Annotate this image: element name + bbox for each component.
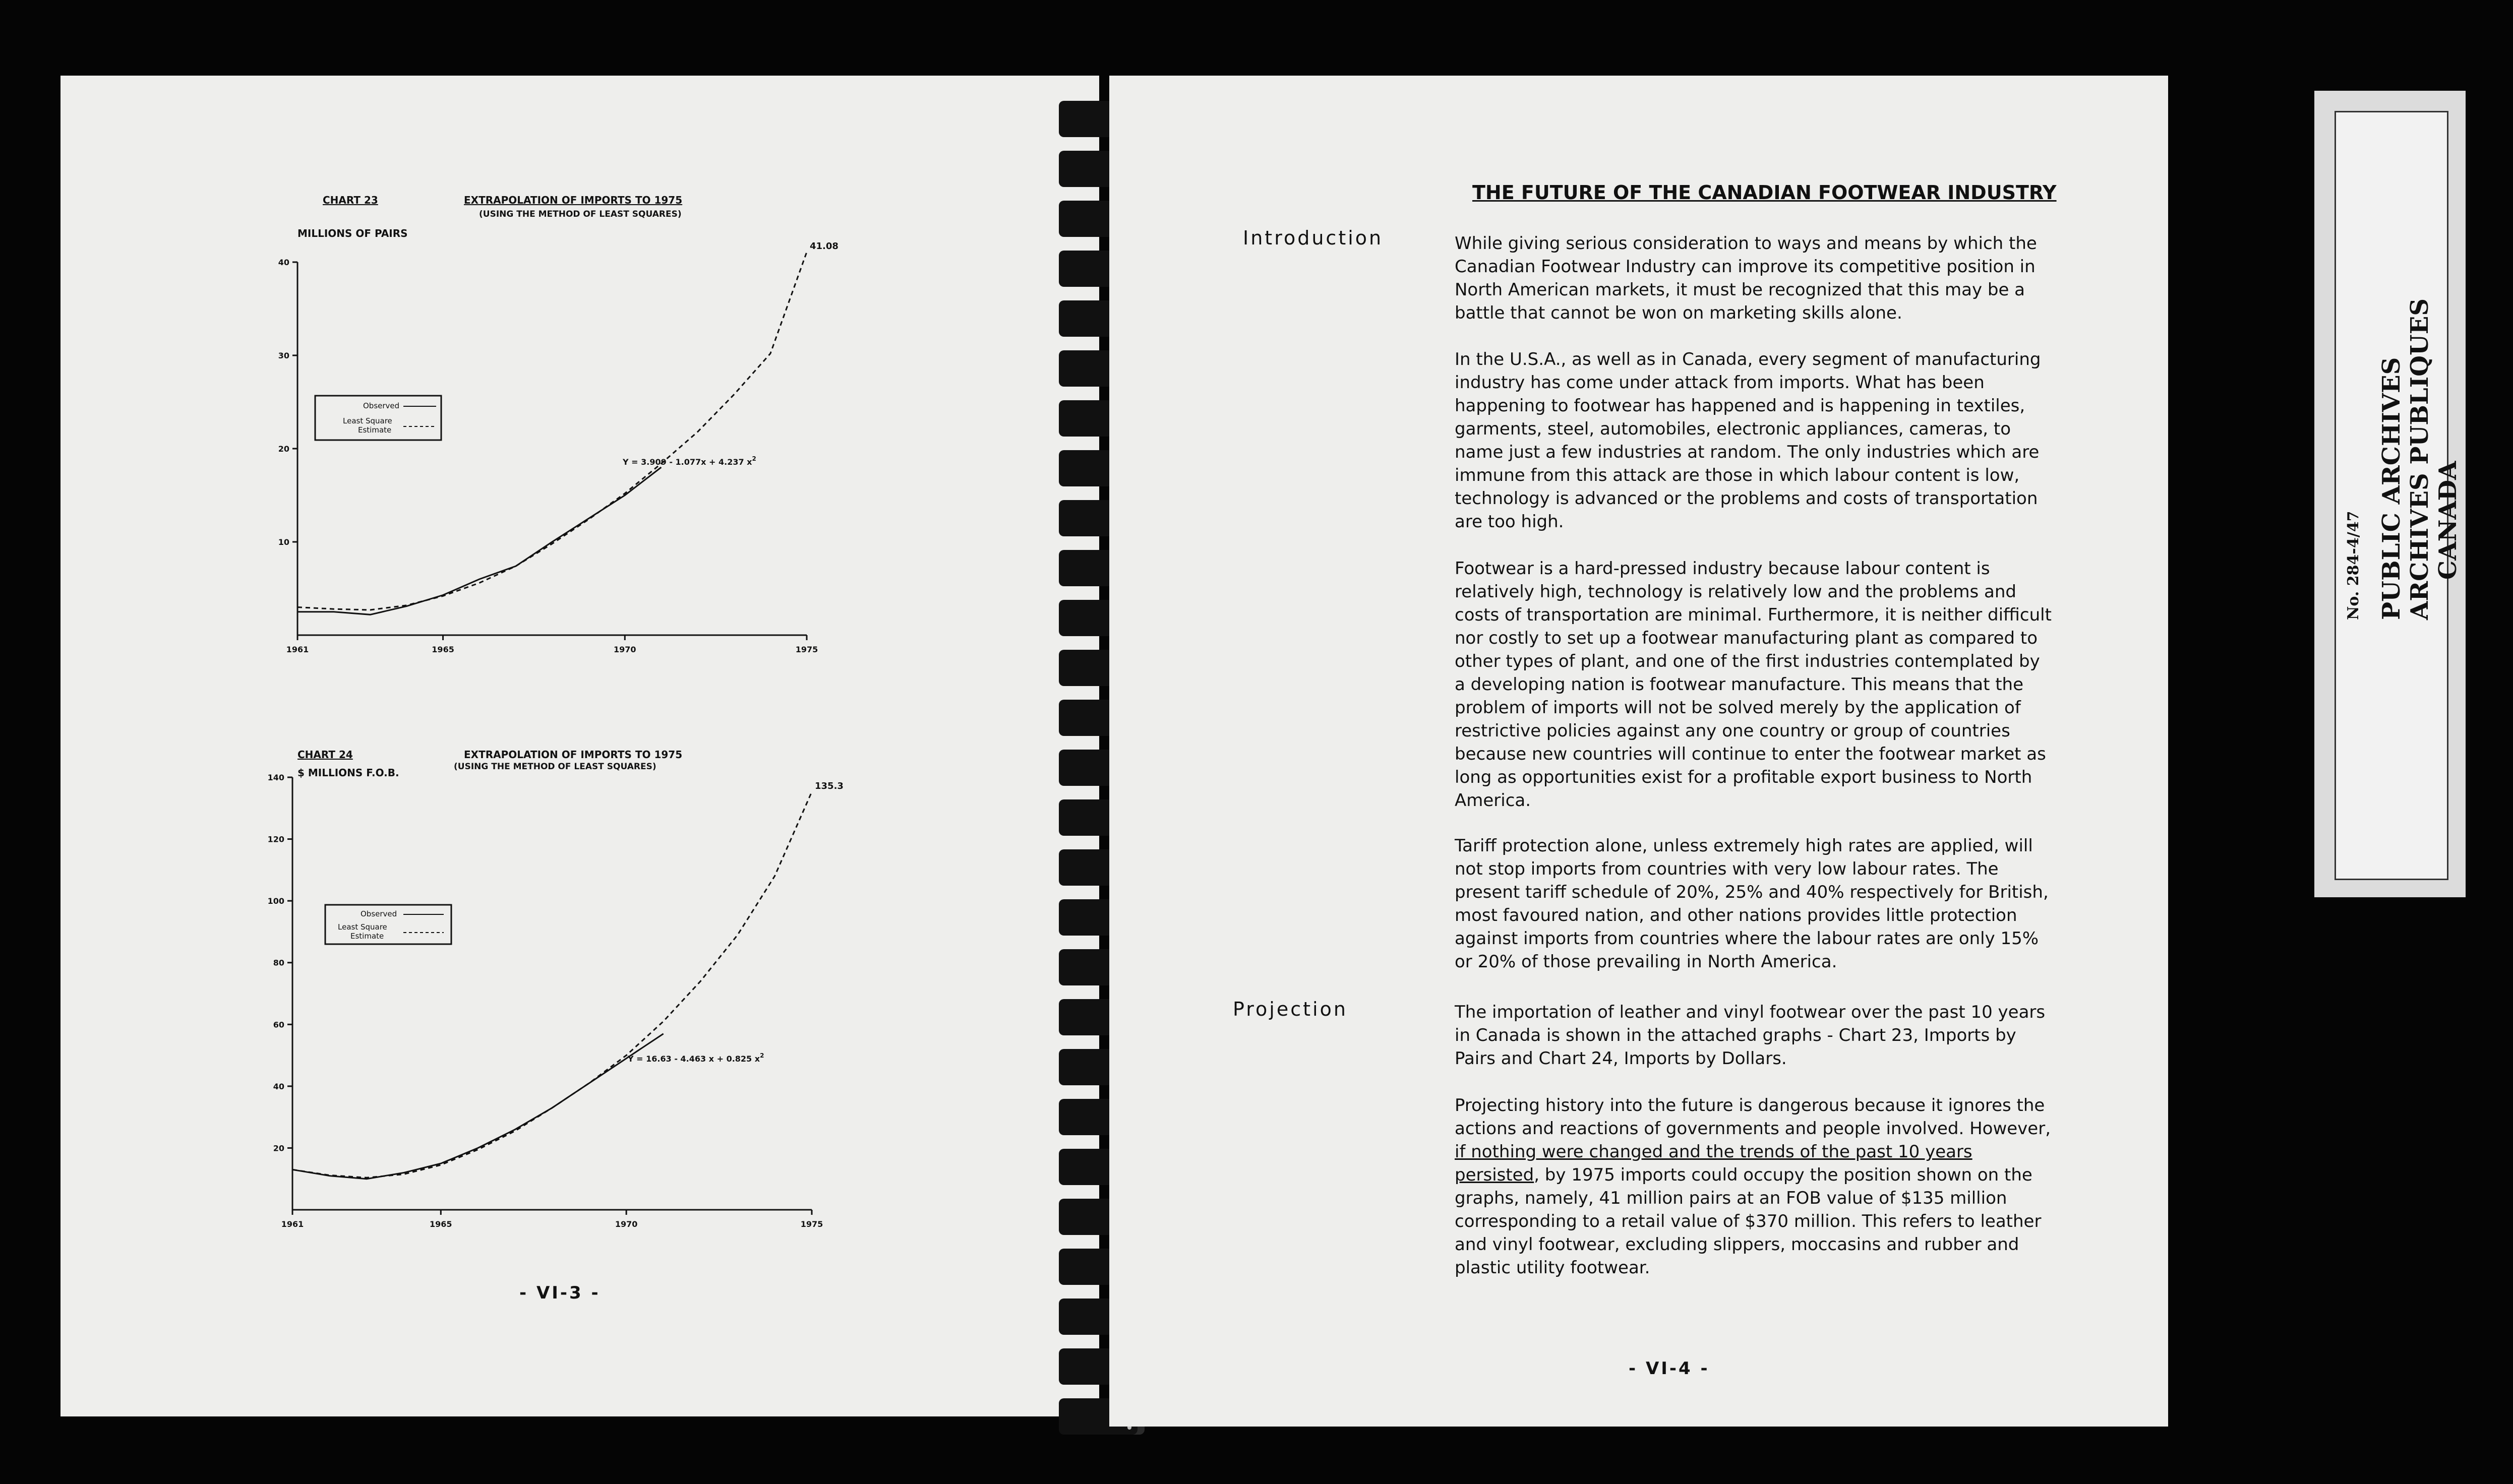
- chart23-y-ticks: [278, 258, 297, 547]
- archive-number: No. 284-4/47: [2345, 511, 2362, 620]
- c23-x-tick-label: 1961: [286, 645, 309, 654]
- c23-x-tick-label: 1965: [432, 645, 454, 654]
- chart24-ylabel: $ MILLIONS F.O.B.: [297, 767, 399, 779]
- c24-y-tick-label: 100: [267, 896, 284, 906]
- paragraph-6-rest: , by 1975 imports could occupy the position shown on the graphs, namely, 41 million pairs at an FOB value of $135 million corresponding to a retail value of $370 million. This refers to leather and vinyl footwear, excluding slippers, moccasins and rubber and plastic utility footwear.: [1455, 1165, 2042, 1278]
- chart24-axes: [292, 777, 812, 1210]
- paragraph-2: In the U.S.A., as well as in Canada, every segment of manufacturing industry has come under attack from imports. What has been happening to footwear has happened and is happening in textiles, garments, steel, automobiles, electronic appliances, cameras, to name just a few industries at random. The only industries which are immune from this attack are those in which labour content is low, technology is advanced or the problems and costs of transportation are too high.: [1455, 349, 2041, 532]
- chart23-legend-ls2: Estimate: [358, 425, 392, 435]
- paragraph-1: While giving serious consideration to ways and means by which the Canadian Footwear Industry can improve its competitive position in North American markets, it must be recognized that this may be a battle that cannot be won on marketing skills alone.: [1455, 233, 2037, 323]
- paragraph-6-lead: Projecting history into the future is dangerous because it ignores the actions and reactions of governments and people involved. However,: [1455, 1095, 2051, 1139]
- c24-y-tick-label: 20: [273, 1143, 284, 1153]
- c24-x-tick-label: 1965: [430, 1219, 452, 1229]
- chart23-ylabel: MILLIONS OF PAIRS: [297, 227, 408, 239]
- c24-axis-lines: [292, 777, 812, 1210]
- paragraph-5: The importation of leather and vinyl footwear over the past 10 years in Canada is shown in the attached graphs - Chart 23, Imports by Pairs and Chart 24, Imports by Dollars.: [1455, 1002, 2046, 1069]
- c23-x-tick-label: 1970: [614, 645, 636, 654]
- chart23-axes: [297, 262, 807, 635]
- chart24-legend: [325, 905, 451, 944]
- archive-line-2: ARCHIVES PUBLIQUES: [2406, 298, 2434, 620]
- section-label-projection: Projection: [1233, 998, 1348, 1020]
- c23-y-tick-label: 20: [278, 444, 289, 454]
- paragraph-4: Tariff protection alone, unless extremely high rates are applied, will not stop imports from countries with very low labour rates. The present tariff schedule of 20%, 25% and 40% respectively for British, most favoured nation, and other nations provides little protection against imports from countries where the labour rates are only 15% or 20% of those prevailing in North America.: [1455, 836, 2049, 972]
- c24-y-tick-label: 40: [273, 1081, 284, 1091]
- chart24-observed-line: [292, 1034, 664, 1179]
- chart24-end-label: 135.3: [815, 780, 844, 791]
- c23-x-tick-label: 1975: [795, 645, 818, 654]
- chart24-least-square-line: [292, 792, 812, 1178]
- chart24-x-ticks: [281, 1210, 823, 1229]
- chart23-end-label: 41.08: [810, 241, 839, 252]
- c24-y-tick-label: 140: [267, 773, 284, 782]
- c24-y-tick-label: 120: [267, 834, 284, 844]
- c23-y-tick-label: 10: [278, 537, 289, 547]
- chart23-x-ticks: [286, 635, 818, 654]
- c23-axis-lines: [297, 262, 807, 635]
- chart23-legend-observed: Observed: [363, 401, 400, 410]
- chart-24: [242, 746, 898, 1240]
- chart24-equation: Y = 16.63 - 4.463 x + 0.825 $x^2$: [628, 1052, 764, 1064]
- c24-y-tick-label: 60: [273, 1020, 284, 1030]
- chart23-equation: Y = 3.909 - 1.077x + 4.237 $x^2$: [623, 455, 756, 467]
- chart23-subtitle: (USING THE METHOD OF LEAST SQUARES): [479, 209, 682, 219]
- chart-23: [242, 192, 898, 686]
- chart23-id-label: CHART 23: [323, 194, 378, 206]
- paragraph-3: Footwear is a hard-pressed industry because labour content is relatively high, technology is relatively low and the problems and costs of transportation are minimal. Furthermore, it is neither difficult nor costly to set up a footwear manufacturing plant as compared to other types of plant, and one of the first industries contemplated by a developing nation is footwear manufacture. This means that the problem of imports will not be solved merely by the application of restrictive policies against any one country or group of countries because new countries will continue to enter the footwear market as long as opportunities exist for a profitable export business to North America.: [1455, 559, 2052, 811]
- chart23-legend-ls1: Least Square: [343, 416, 392, 425]
- c24-x-tick-label: 1970: [615, 1219, 638, 1229]
- c24-x-tick-label: 1975: [800, 1219, 823, 1229]
- chart23-observed-line: [297, 467, 661, 614]
- chart24-legend-ls2: Estimate: [350, 932, 384, 941]
- paragraph-6-underlined: if nothing were changed and the trends of the past 10 years persisted: [1455, 1142, 1972, 1185]
- right-page-number: - VI-4 -: [1629, 1358, 1710, 1379]
- document-title: THE FUTURE OF THE CANADIAN FOOTWEAR INDUSTRY: [1472, 181, 2057, 204]
- chart24-title: EXTRAPOLATION OF IMPORTS TO 1975: [464, 749, 683, 761]
- c24-x-tick-label: 1961: [281, 1219, 304, 1229]
- chart24-y-ticks: [268, 773, 292, 1153]
- chart24-subtitle: (USING THE METHOD OF LEAST SQUARES): [454, 762, 656, 772]
- chart24-id-label: CHART 24: [297, 749, 353, 761]
- archive-line-1: PUBLIC ARCHIVES: [2377, 357, 2406, 620]
- chart23-legend: [315, 396, 441, 440]
- c23-y-tick-label: 40: [278, 258, 289, 267]
- archive-label: [2345, 298, 2462, 620]
- chart24-legend-ls1: Least Square: [338, 922, 387, 932]
- c24-y-tick-label: 80: [273, 958, 284, 968]
- c23-y-tick-label: 30: [278, 351, 289, 360]
- archive-line-3: CANADA: [2434, 461, 2462, 580]
- chart23-title: EXTRAPOLATION OF IMPORTS TO 1975: [464, 194, 683, 206]
- left-page-number: - VI-3 -: [519, 1283, 601, 1303]
- section-label-introduction: Introduction: [1243, 227, 1384, 249]
- chart24-legend-observed: Observed: [361, 909, 397, 918]
- paragraph-6: [1455, 1094, 2055, 1279]
